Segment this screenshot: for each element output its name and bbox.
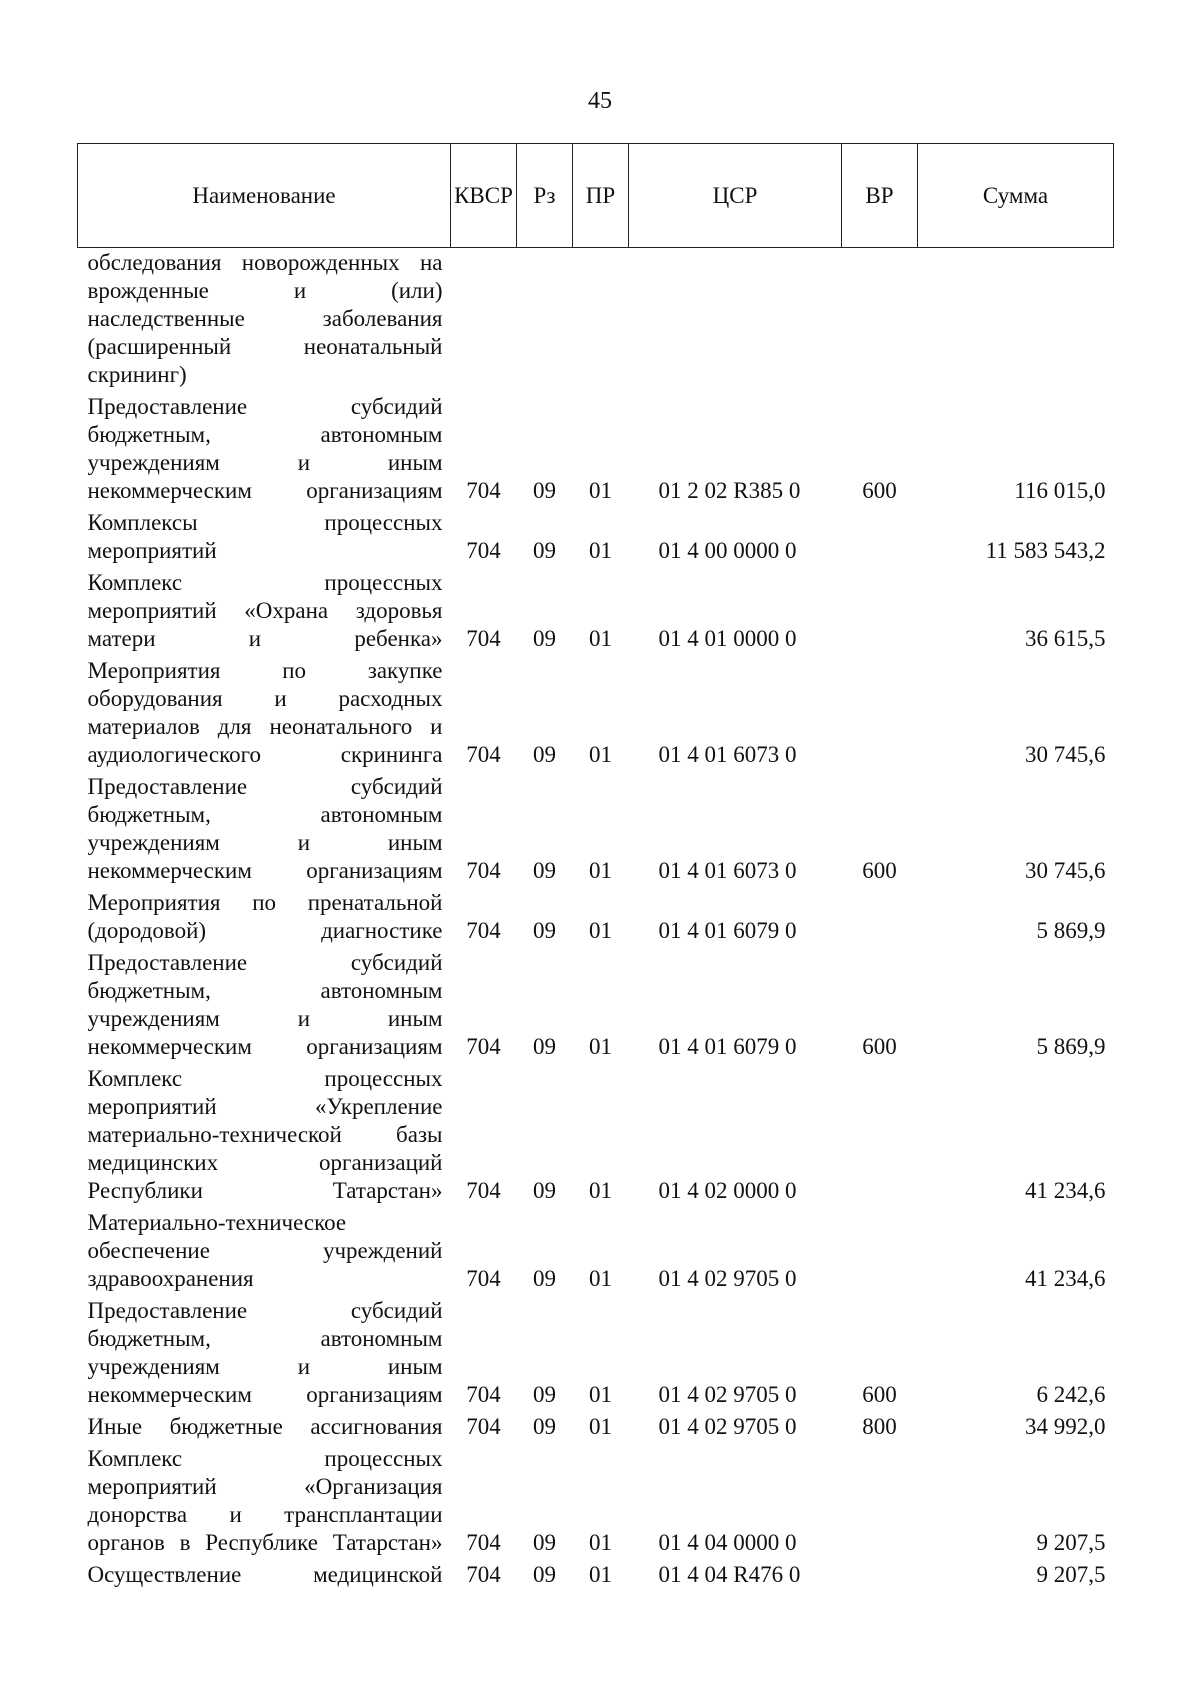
row-sum: 5 869,9 — [1036, 918, 1106, 943]
row-name-line: оборудования и расходных — [87, 686, 443, 711]
row-rz: 09 — [533, 742, 556, 767]
row-rz: 09 — [533, 918, 556, 943]
row-name-line: некоммерческим организациям — [87, 1382, 443, 1407]
row-name — [78, 1296, 451, 1412]
row-csr: 01 4 00 0000 0 — [658, 538, 797, 563]
header-sum: Сумма — [918, 144, 1114, 248]
row-kvsr: 704 — [466, 538, 501, 563]
row-name-line: матери и ребенка» — [87, 626, 443, 651]
row-kvsr: 704 — [466, 1382, 501, 1407]
row-name-line: мероприятий — [87, 538, 217, 563]
row-csr: 01 4 01 6073 0 — [658, 858, 797, 883]
row-rz: 09 — [533, 1562, 556, 1587]
row-name-line: Республики Татарстан» — [87, 1178, 443, 1203]
row-name-line: Предоставление субсидий — [87, 394, 443, 419]
header-row — [78, 144, 1114, 248]
row-name-line: Комплекс процессных — [87, 1066, 443, 1091]
row-csr: 01 4 01 6073 0 — [658, 742, 797, 767]
header-vr: ВР — [842, 144, 918, 248]
row-pr — [573, 248, 629, 393]
row-rz: 09 — [533, 1530, 556, 1555]
row-kvsr: 704 — [466, 1034, 501, 1059]
row-rz — [517, 248, 573, 393]
row-csr — [629, 248, 842, 393]
row-kvsr: 704 — [466, 626, 501, 651]
row-name-line: бюджетным, автономным — [87, 1326, 443, 1351]
row-vr — [842, 1560, 918, 1592]
row-name — [78, 772, 451, 888]
row-pr: 01 — [589, 1414, 612, 1439]
row-name — [78, 1560, 451, 1592]
row-rz: 09 — [533, 626, 556, 651]
row-sum: 11 583 543,2 — [985, 538, 1106, 563]
table-row — [78, 1296, 1114, 1412]
row-csr: 01 4 04 R476 0 — [658, 1562, 801, 1587]
row-name-line: мероприятий «Охрана здоровья — [87, 598, 443, 623]
row-name-line: некоммерческим организациям — [87, 478, 443, 503]
row-name-line: здравоохранения — [87, 1266, 254, 1291]
row-name-line: Комплекс процессных — [87, 1446, 443, 1471]
row-pr: 01 — [589, 1266, 612, 1291]
row-csr: 01 4 02 0000 0 — [658, 1178, 797, 1203]
row-name-line: учреждениям и иным — [87, 830, 443, 855]
row-name-line: медицинских организаций — [87, 1150, 443, 1175]
row-name-line: Предоставление субсидий — [87, 774, 443, 799]
row-kvsr: 704 — [466, 918, 501, 943]
row-kvsr: 704 — [466, 1266, 501, 1291]
row-name-line: некоммерческим организациям — [87, 858, 443, 883]
row-csr: 01 2 02 R385 0 — [658, 478, 801, 503]
row-vr: 600 — [862, 478, 897, 503]
row-sum: 30 745,6 — [1025, 742, 1106, 767]
row-pr: 01 — [589, 918, 612, 943]
budget-table — [77, 143, 1114, 1592]
row-rz: 09 — [533, 858, 556, 883]
row-name-line: донорства и трансплантации — [87, 1502, 443, 1527]
row-name-line: органов в Республике Татарстан» — [87, 1530, 443, 1555]
table-header — [78, 144, 1114, 248]
row-name — [78, 1064, 451, 1208]
row-name-line: Иные бюджетные ассигнования — [87, 1414, 443, 1439]
row-kvsr: 704 — [466, 1414, 501, 1439]
row-vr — [842, 656, 918, 772]
table-row — [78, 1064, 1114, 1208]
row-name-line: Осуществление медицинской — [87, 1562, 443, 1587]
row-pr: 01 — [589, 1178, 612, 1203]
row-rz: 09 — [533, 1414, 556, 1439]
row-name-line: Мероприятия по пренатальной — [87, 890, 443, 915]
row-sum: 9 207,5 — [1036, 1562, 1106, 1587]
row-pr: 01 — [589, 538, 612, 563]
row-vr: 600 — [862, 858, 897, 883]
row-name-line: учреждениям и иным — [87, 450, 443, 475]
row-name-line: бюджетным, автономным — [87, 978, 443, 1003]
row-name-line: мероприятий «Укрепление — [87, 1094, 443, 1119]
row-name — [78, 656, 451, 772]
row-name-line: скрининг) — [87, 362, 187, 387]
row-name-line: (дородовой) диагностике — [87, 918, 443, 943]
row-rz: 09 — [533, 538, 556, 563]
row-rz: 09 — [533, 1034, 556, 1059]
row-kvsr: 704 — [466, 742, 501, 767]
row-name — [78, 888, 451, 948]
row-name-line: (расширенный неонатальный — [87, 334, 443, 359]
row-pr: 01 — [589, 1382, 612, 1407]
row-name-line: обследования новорожденных на — [87, 250, 443, 275]
row-vr: 800 — [862, 1414, 897, 1439]
table-row — [78, 1560, 1114, 1592]
row-kvsr — [451, 248, 517, 393]
row-sum: 30 745,6 — [1025, 858, 1106, 883]
row-name-line: врожденные и (или) — [87, 278, 443, 303]
row-vr — [842, 888, 918, 948]
row-sum: 9 207,5 — [1036, 1530, 1106, 1555]
table-row — [78, 568, 1114, 656]
row-name-line: Комплексы процессных — [87, 510, 443, 535]
row-vr — [842, 1444, 918, 1560]
header-pr: ПР — [573, 144, 629, 248]
row-sum: 41 234,6 — [1025, 1178, 1106, 1203]
row-name-line: Предоставление субсидий — [87, 1298, 443, 1323]
row-name-line: обеспечение учреждений — [87, 1238, 443, 1263]
row-name-line: наследственные заболевания — [87, 306, 443, 331]
row-vr — [842, 248, 918, 393]
page-number: 45 — [588, 88, 612, 114]
header-name: Наименование — [78, 144, 451, 248]
row-name-line: мероприятий «Организация — [87, 1474, 443, 1499]
row-sum: 34 992,0 — [1025, 1414, 1106, 1439]
row-name — [78, 392, 451, 508]
row-name-line: некоммерческим организациям — [87, 1034, 443, 1059]
row-sum — [918, 248, 1114, 393]
row-name-line: Мероприятия по закупке — [87, 658, 443, 683]
row-name — [78, 568, 451, 656]
row-csr: 01 4 01 0000 0 — [658, 626, 797, 651]
row-pr: 01 — [589, 1562, 612, 1587]
table-row — [78, 248, 1114, 393]
row-kvsr: 704 — [466, 858, 501, 883]
table-row — [78, 948, 1114, 1064]
row-sum: 41 234,6 — [1025, 1266, 1106, 1291]
row-kvsr: 704 — [466, 478, 501, 503]
table-row — [78, 508, 1114, 568]
row-vr: 600 — [862, 1034, 897, 1059]
row-name — [78, 248, 451, 393]
row-name-line: бюджетным, автономным — [87, 802, 443, 827]
row-pr: 01 — [589, 1530, 612, 1555]
row-rz: 09 — [533, 1178, 556, 1203]
row-name-line: Предоставление субсидий — [87, 950, 443, 975]
row-vr — [842, 508, 918, 568]
row-vr — [842, 1208, 918, 1296]
row-sum: 116 015,0 — [1014, 478, 1106, 503]
header-kvsr: КВСР — [451, 144, 517, 248]
row-pr: 01 — [589, 742, 612, 767]
row-name — [78, 1208, 451, 1296]
row-name-line: Материально-техническое — [87, 1210, 347, 1235]
table-body — [78, 248, 1114, 1593]
row-rz: 09 — [533, 1382, 556, 1407]
row-kvsr: 704 — [466, 1562, 501, 1587]
row-rz: 09 — [533, 478, 556, 503]
row-pr: 01 — [589, 858, 612, 883]
row-sum: 36 615,5 — [1025, 626, 1106, 651]
row-pr: 01 — [589, 1034, 612, 1059]
row-csr: 01 4 01 6079 0 — [658, 918, 797, 943]
row-name-line: материально-технической базы — [87, 1122, 443, 1147]
row-name-line: Комплекс процессных — [87, 570, 443, 595]
row-name-line: учреждениям и иным — [87, 1354, 443, 1379]
table-row — [78, 772, 1114, 888]
row-name-line: материалов для неонатального и — [87, 714, 443, 739]
table-row — [78, 656, 1114, 772]
table-row — [78, 1444, 1114, 1560]
row-csr: 01 4 04 0000 0 — [658, 1530, 797, 1555]
table-row — [78, 1208, 1114, 1296]
row-csr: 01 4 01 6079 0 — [658, 1034, 797, 1059]
row-vr: 600 — [862, 1382, 897, 1407]
row-pr: 01 — [589, 626, 612, 651]
table-row — [78, 888, 1114, 948]
table-row — [78, 392, 1114, 508]
header-csr: ЦСР — [629, 144, 842, 248]
row-name-line: бюджетным, автономным — [87, 422, 443, 447]
row-rz: 09 — [533, 1266, 556, 1291]
row-name — [78, 1412, 451, 1444]
row-sum: 5 869,9 — [1036, 1034, 1106, 1059]
table-row — [78, 1412, 1114, 1444]
row-name — [78, 508, 451, 568]
row-pr: 01 — [589, 478, 612, 503]
row-name-line: аудиологического скрининга — [87, 742, 443, 767]
row-csr: 01 4 02 9705 0 — [658, 1382, 797, 1407]
header-rz: Рз — [517, 144, 573, 248]
row-sum: 6 242,6 — [1036, 1382, 1106, 1407]
row-vr — [842, 568, 918, 656]
row-csr: 01 4 02 9705 0 — [658, 1414, 797, 1439]
row-name — [78, 948, 451, 1064]
row-vr — [842, 1064, 918, 1208]
row-name-line: учреждениям и иным — [87, 1006, 443, 1031]
row-kvsr: 704 — [466, 1178, 501, 1203]
row-name — [78, 1444, 451, 1560]
row-kvsr: 704 — [466, 1530, 501, 1555]
row-csr: 01 4 02 9705 0 — [658, 1266, 797, 1291]
